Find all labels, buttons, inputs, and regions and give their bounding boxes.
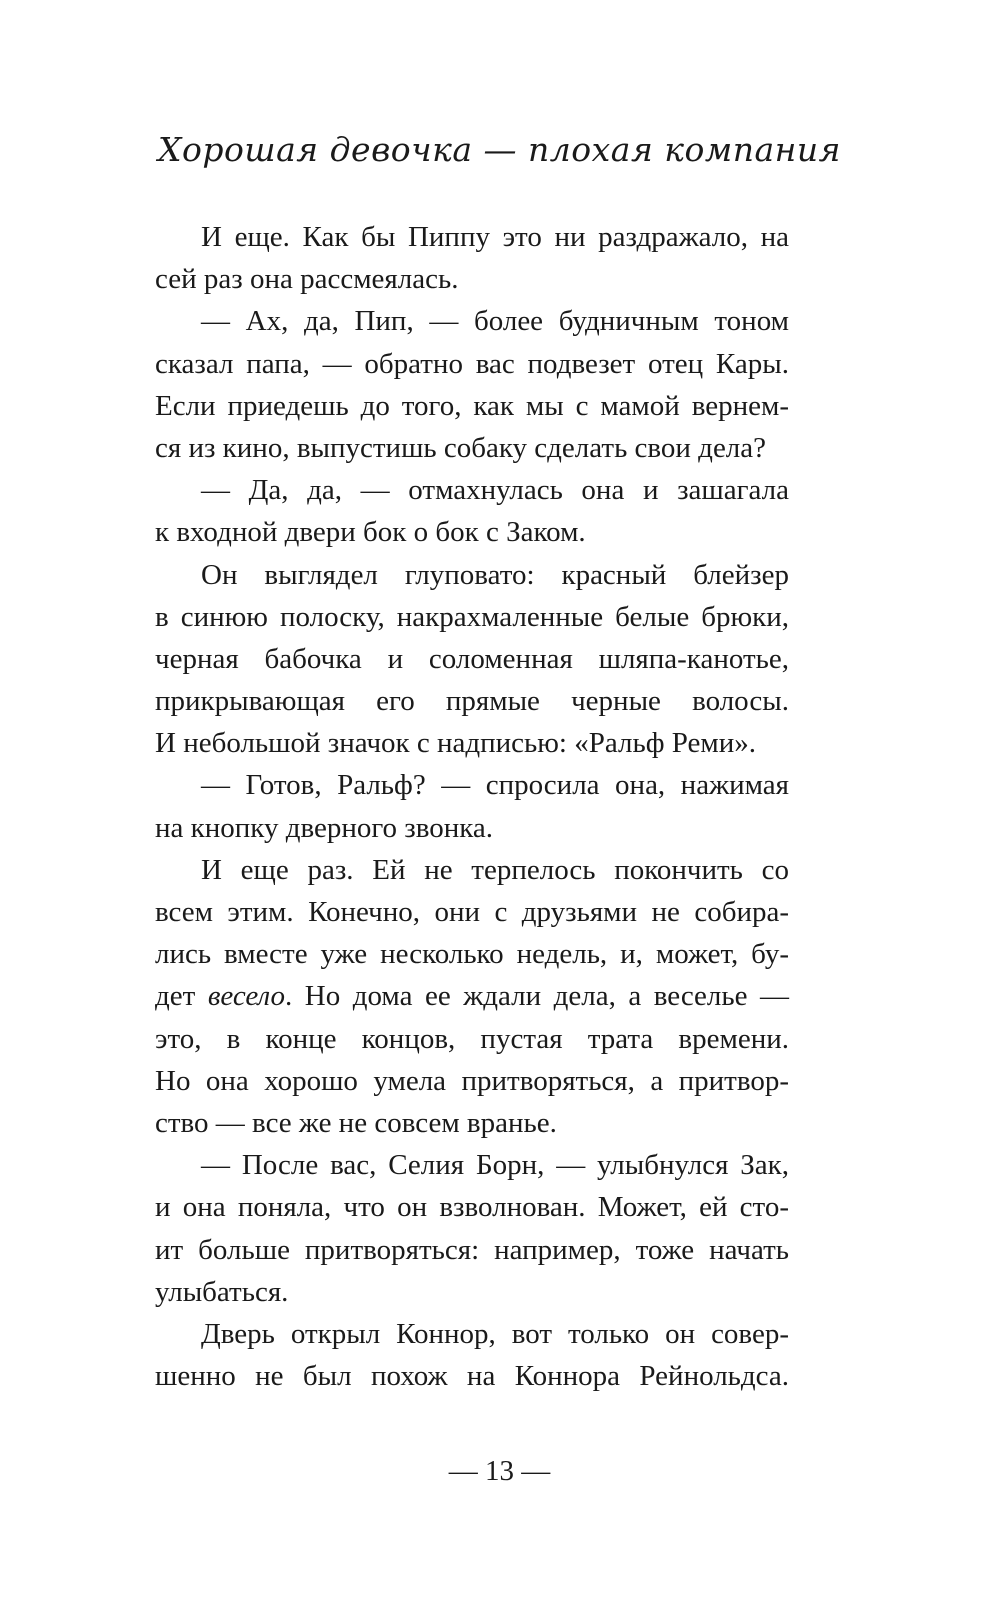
text-line: Он выглядел глуповато: красный блейзер bbox=[201, 558, 789, 591]
text-line: это, в конце концов, пустая трата времени. bbox=[155, 1022, 789, 1055]
text-line: Но она хорошо умела притворяться, а притвор- bbox=[155, 1064, 789, 1097]
text-line: сей раз она рассмеялась. bbox=[155, 263, 459, 296]
text-line: — Ах, да, Пип, — более будничным тоном bbox=[201, 305, 789, 338]
text-line: шенно не был похож на Коннора Рейнольдса. bbox=[155, 1360, 789, 1393]
text-line: лись вместе уже несколько недель, и, может, бу- bbox=[155, 938, 789, 971]
text-line: ство — все же не совсем вранье. bbox=[155, 1106, 557, 1139]
text-line: И еще. Как бы Пиппу это ни раздражало, на bbox=[201, 221, 789, 253]
text-line: — Готов, Ральф? — спросила она, нажимая bbox=[201, 769, 789, 802]
text-line: ся из кино, выпустишь собаку сделать свои дела? bbox=[155, 431, 767, 464]
text-line: Если приедешь до того, как мы с мамой вернем- bbox=[155, 389, 789, 422]
text-line: ит больше притворяться: например, тоже начать bbox=[155, 1233, 789, 1266]
text-line: к входной двери бок о бок с Заком. bbox=[155, 516, 586, 549]
text-segment: дет bbox=[155, 980, 208, 1013]
text-line: улыбаться. bbox=[155, 1275, 289, 1308]
text-line: — Да, да, — отмахнулась она и зашагала bbox=[201, 474, 789, 507]
text-line: И еще раз. Ей не терпелось покончить со bbox=[201, 853, 789, 886]
text-line: Дверь открыл Коннор, вот только он совер- bbox=[201, 1317, 789, 1350]
text-line: — После вас, Селия Борн, — улыбнулся Зак, bbox=[201, 1149, 789, 1182]
text-line: и она поняла, что он взволнован. Может, ей сто- bbox=[155, 1191, 789, 1224]
text-line: прикрывающая его прямые черные волосы. bbox=[155, 685, 789, 718]
text-line: в синюю полоску, накрахмаленные белые брюки, bbox=[155, 600, 789, 633]
text-line: всем этим. Конечно, они с друзьями не собира- bbox=[155, 896, 789, 928]
text-line-with-italic bbox=[155, 975, 789, 1017]
text-line: черная бабочка и соломенная шляпа-канотье, bbox=[155, 642, 789, 675]
body-text bbox=[155, 216, 789, 1397]
text-line: сказал папа, — обратно вас подвезет отец Кары. bbox=[155, 347, 789, 380]
text-line: И небольшой значок с надписью: «Ральф Реми». bbox=[155, 727, 756, 760]
running-title: Хорошая девочка — плохая компания bbox=[158, 130, 841, 169]
italic-word: весело bbox=[207, 980, 286, 1013]
page-number: — 13 — bbox=[448, 1455, 551, 1487]
text-segment: . Но дома ее ждали дела, а веселье — bbox=[285, 980, 789, 1013]
text-line: на кнопку дверного звонка. bbox=[155, 811, 494, 844]
